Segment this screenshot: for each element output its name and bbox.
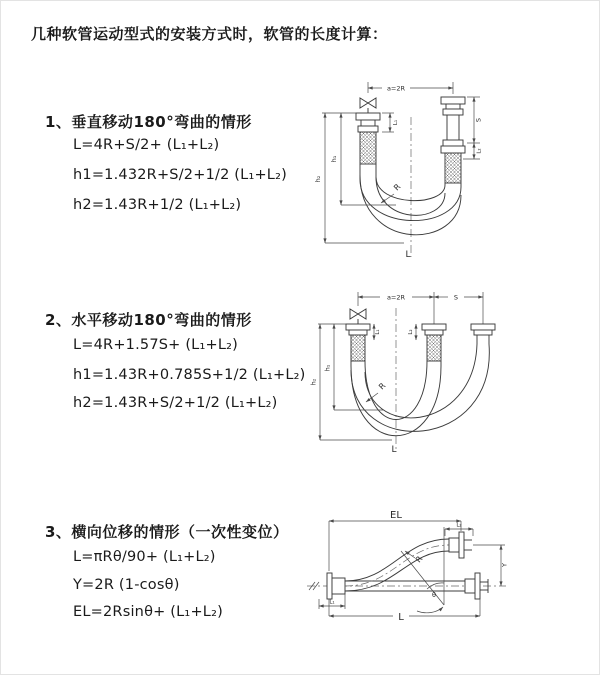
s-curve-hose (345, 539, 449, 591)
dimension-L2 (463, 143, 483, 159)
dimension-L1 (374, 324, 381, 340)
dim-label-EL: EL (390, 510, 402, 521)
dim-label-span: a=2R (386, 293, 406, 302)
upper-flange-displaced (449, 532, 472, 558)
dimension-h2 (314, 113, 404, 243)
section-1-formula-h1: h1=1.432R+S/2+1/2 (L₁+L₂) (73, 167, 287, 183)
left-pipe-fitting (346, 324, 370, 361)
section-3-formula-L: L=πRθ/90+ (L₁+L₂) (73, 549, 216, 565)
dim-label-R: R (392, 182, 403, 193)
dim-label-L1: L₁ (329, 599, 335, 606)
dim-label-h1: h₁ (323, 364, 332, 372)
dim-label-L-total: L (405, 250, 411, 260)
dim-label-L-total: L (391, 445, 397, 455)
dim-label-L2: L₂ (476, 148, 483, 154)
valve-icon (350, 309, 366, 324)
middle-pipe-fitting (422, 324, 446, 361)
section-1-formula-L: L=4R+S/2+ (L₁+L₂) (73, 137, 220, 153)
dim-label-L2: L₂ (456, 522, 462, 529)
dim-label-L2: L₂ (408, 329, 414, 335)
section-3-heading: 3、横向位移的情形（一次性变位） (45, 523, 289, 541)
dim-label-h1: h₁ (330, 155, 338, 163)
dim-label-S: S (474, 117, 483, 123)
dim-label-h2: h₂ (314, 175, 322, 183)
section-2-formula-L: L=4R+1.57S+ (L₁+L₂) (73, 337, 238, 353)
diagram-vertical-180-bend (304, 67, 598, 263)
dimension-L1 (382, 113, 399, 132)
diagram-lateral-displacement (297, 499, 600, 627)
dimension-L2 (408, 324, 416, 340)
dim-label-h2: h₂ (309, 378, 318, 386)
left-flange (327, 573, 345, 599)
dim-label-Y: Y (500, 563, 509, 567)
dimension-L-total (329, 599, 480, 623)
valve-icon (360, 98, 376, 113)
dim-label-L1: L₁ (375, 329, 381, 335)
right-pipe-fitting (441, 97, 465, 183)
dimension-span-2R (368, 82, 453, 94)
section-2-formula-h2: h2=1.43R+S/2+1/2 (L₁+L₂) (73, 395, 278, 411)
dim-label-R: R (377, 381, 388, 392)
hose-curves (351, 344, 489, 436)
diagram-horizontal-180-bend (304, 284, 598, 456)
left-pipe-fitting (356, 113, 380, 164)
dim-label-span: a=2R (386, 84, 406, 93)
dimension-S (467, 97, 483, 143)
dim-label-R: R (413, 554, 425, 565)
page-title: 几种软管运动型式的安装方式时，软管的长度计算： (31, 25, 388, 43)
section-2-heading: 2、水平移动180°弯曲的情形 (45, 311, 252, 329)
section-2-formula-h1: h1=1.43R+0.785S+1/2 (L₁+L₂) (73, 367, 306, 383)
section-3-formula-Y: Y=2R (1-cosθ) (73, 577, 180, 593)
section-3-formula-EL: EL=2Rsinθ+ (L₁+L₂) (73, 604, 223, 620)
dimension-S (434, 294, 483, 302)
dim-label-theta: θ (432, 591, 436, 599)
moved-pipe-fitting (471, 324, 495, 344)
section-1-formula-h2: h2=1.43R+1/2 (L₁+L₂) (73, 197, 242, 213)
dim-label-L1: L₁ (393, 119, 399, 126)
section-1-heading: 1、垂直移动180°弯曲的情形 (45, 113, 252, 131)
dim-label-L: L (398, 612, 404, 623)
dim-label-S: S (453, 293, 459, 302)
